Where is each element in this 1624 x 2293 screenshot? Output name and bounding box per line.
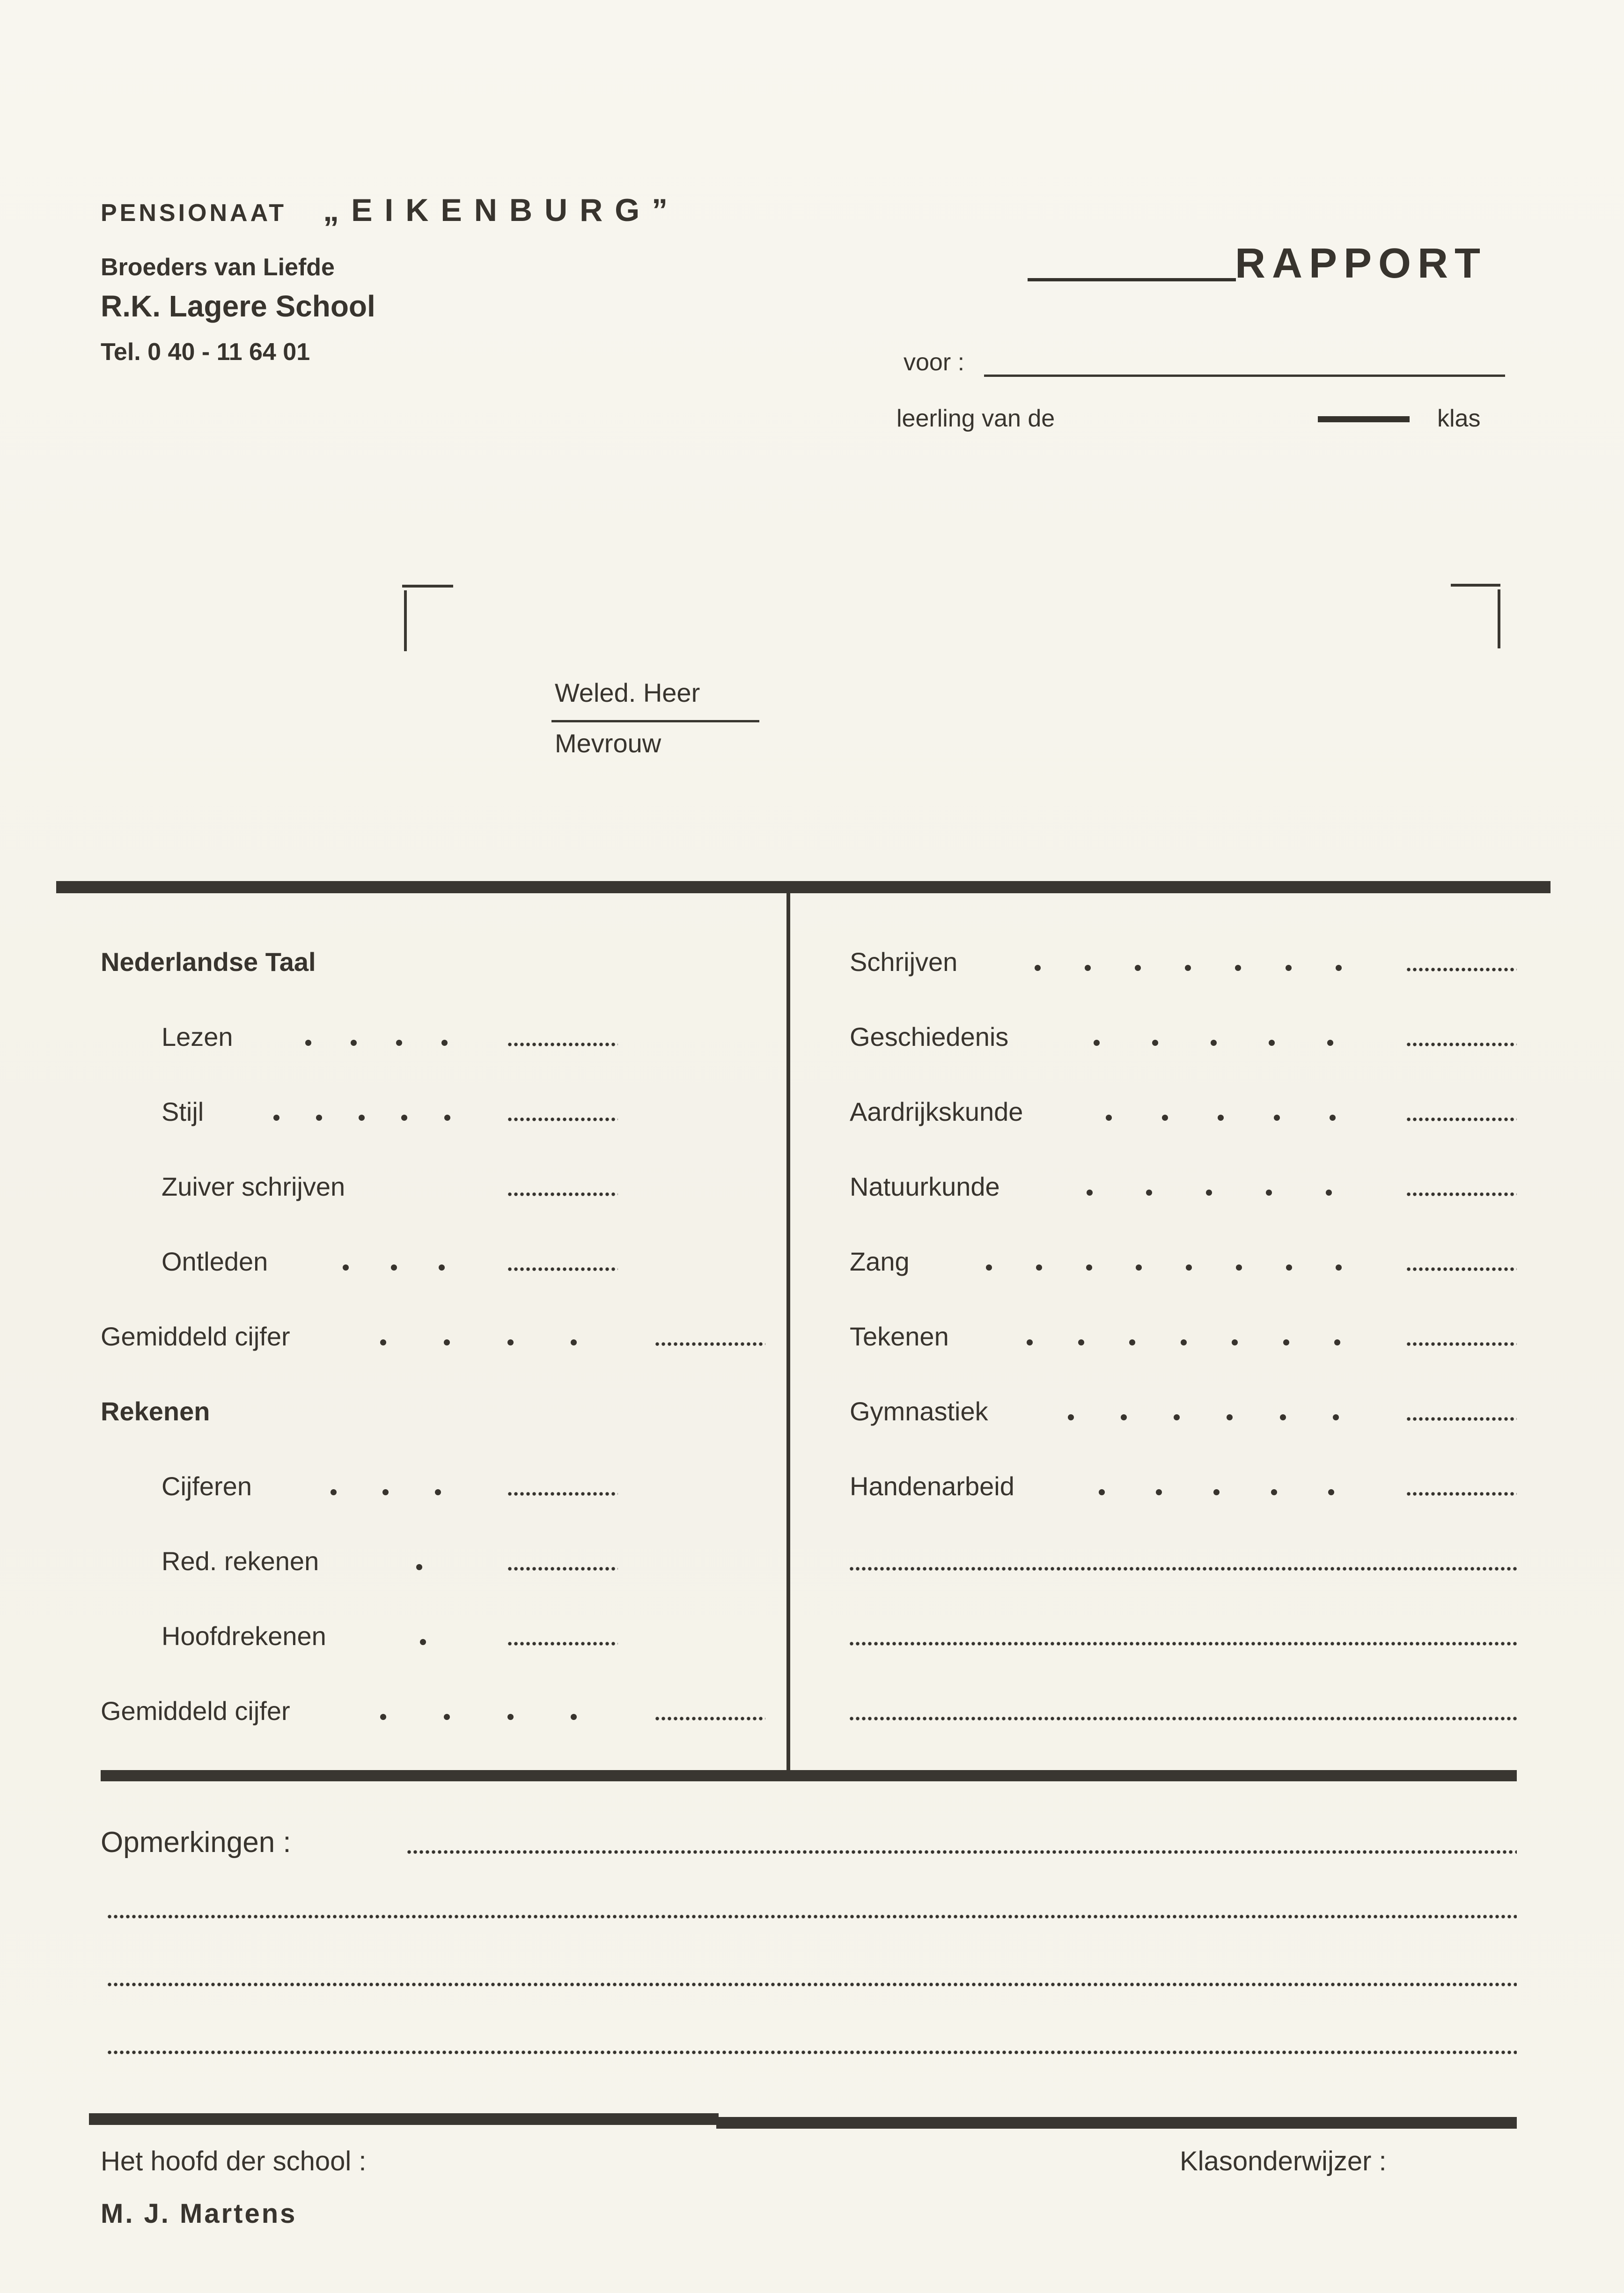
grade-row bbox=[850, 925, 1517, 1000]
letterhead bbox=[101, 194, 680, 226]
leader-dot bbox=[1085, 965, 1091, 971]
address-corner-left-side bbox=[404, 590, 407, 651]
grades-bottom-rule bbox=[101, 1770, 1517, 1781]
leader-dot bbox=[507, 1339, 514, 1345]
grade-row bbox=[101, 1074, 618, 1149]
klas-label: klas bbox=[1437, 405, 1481, 432]
grade-blank-field bbox=[508, 1566, 618, 1572]
grade-subject-label: Gemiddeld cijfer bbox=[101, 1696, 290, 1726]
leader-dot bbox=[1334, 1339, 1340, 1345]
dot-leader bbox=[252, 1484, 508, 1490]
leader-dot bbox=[1280, 1414, 1286, 1420]
grade-subject-label: Ontleden bbox=[162, 1247, 268, 1276]
leader-dot bbox=[1035, 965, 1041, 971]
leader-dot bbox=[396, 1040, 402, 1046]
grade-subject-label: Lezen bbox=[162, 1022, 233, 1051]
leader-dot bbox=[1286, 1264, 1292, 1271]
leader-dot bbox=[441, 1040, 448, 1046]
leader-dot bbox=[1121, 1414, 1127, 1420]
leader-dot bbox=[401, 1115, 407, 1121]
leader-dot bbox=[359, 1115, 365, 1121]
grade-subject-label: Gemiddeld cijfer bbox=[101, 1322, 290, 1351]
grade-row bbox=[101, 1374, 765, 1449]
leader-dot bbox=[1146, 1190, 1152, 1196]
leader-dot bbox=[1068, 1414, 1074, 1420]
footer-rule-right bbox=[716, 2117, 1517, 2129]
salutation-line2: Mevrouw bbox=[555, 728, 661, 758]
grade-subject-label: Aardrijkskunde bbox=[850, 1097, 1023, 1126]
leader-dot bbox=[331, 1489, 337, 1495]
institution-name: „EIKENBURG” bbox=[323, 192, 680, 228]
grade-blank-field bbox=[1407, 1117, 1517, 1122]
leader-dot bbox=[439, 1264, 445, 1271]
grade-row bbox=[850, 1449, 1517, 1524]
leader-dot bbox=[986, 1264, 992, 1271]
grade-blank-field bbox=[508, 1641, 618, 1646]
leader-dot bbox=[343, 1264, 349, 1271]
leerling-label: leerling van de bbox=[897, 405, 1055, 432]
grade-row bbox=[850, 1374, 1517, 1449]
rapport-underline bbox=[1028, 278, 1236, 281]
leader-dot bbox=[1186, 1264, 1192, 1271]
dot-leader bbox=[988, 1409, 1407, 1415]
grade-subject-label: Handenarbeid bbox=[850, 1471, 1014, 1501]
voor-label: voor : bbox=[904, 349, 965, 376]
grades-left-column bbox=[101, 925, 765, 1749]
class-teacher-label: Klasonderwijzer : bbox=[1180, 2146, 1387, 2176]
leader-dot bbox=[1336, 1264, 1342, 1271]
dot-leader bbox=[204, 1109, 508, 1115]
leader-dot bbox=[571, 1339, 577, 1345]
dot-leader bbox=[268, 1259, 508, 1265]
dot-leader bbox=[233, 1034, 508, 1040]
grade-subject-label: Stijl bbox=[162, 1097, 204, 1126]
grade-section-header: Rekenen bbox=[101, 1396, 210, 1426]
grade-blank-field bbox=[508, 1117, 618, 1122]
grade-row bbox=[850, 1000, 1517, 1074]
grade-section-header: Nederlandse Taal bbox=[101, 947, 316, 977]
grade-row bbox=[850, 1299, 1517, 1374]
leader-dot bbox=[435, 1489, 441, 1495]
footer-rule-left bbox=[89, 2113, 719, 2125]
leader-dot bbox=[1106, 1115, 1112, 1121]
dot-leader bbox=[1023, 1109, 1407, 1115]
dot-leader bbox=[326, 1633, 508, 1639]
grade-blank-line bbox=[850, 1566, 1517, 1572]
leader-dot bbox=[1156, 1489, 1162, 1495]
grade-blank-field bbox=[1407, 967, 1517, 972]
grade-blank-field bbox=[655, 1716, 765, 1721]
leader-dot bbox=[1094, 1040, 1100, 1046]
grade-subject-label: Zang bbox=[850, 1247, 910, 1276]
remarks-extra-lines bbox=[108, 1914, 1517, 2117]
report-title: RAPPORT bbox=[1235, 240, 1487, 287]
grade-blank-field bbox=[655, 1341, 765, 1347]
remarks-label: Opmerkingen : bbox=[101, 1826, 291, 1859]
leader-dot bbox=[1336, 965, 1342, 971]
leader-dot bbox=[1232, 1339, 1238, 1345]
leader-dot bbox=[1218, 1115, 1224, 1121]
grade-blank-field bbox=[508, 1266, 618, 1272]
grade-subject-label: Zuiver schrijven bbox=[162, 1172, 345, 1201]
leader-dot bbox=[1152, 1040, 1158, 1046]
grade-subject-label: Gymnastiek bbox=[850, 1396, 988, 1426]
leader-dot bbox=[1235, 965, 1241, 971]
grade-blank-field bbox=[1407, 1042, 1517, 1047]
phone-line: Tel. 0 40 - 11 64 01 bbox=[101, 338, 310, 366]
grade-row bbox=[850, 1524, 1517, 1599]
leader-dot bbox=[1086, 1264, 1092, 1271]
grades-right-column bbox=[850, 925, 1517, 1749]
leader-dot bbox=[305, 1040, 311, 1046]
class-blank bbox=[1318, 416, 1410, 422]
school-type-line: R.K. Lagere School bbox=[101, 289, 375, 323]
leader-dot bbox=[1211, 1040, 1217, 1046]
dot-leader bbox=[1008, 1034, 1407, 1040]
grade-blank-field bbox=[1407, 1491, 1517, 1497]
grade-row bbox=[101, 1449, 618, 1524]
grade-blank-field bbox=[508, 1191, 618, 1197]
grade-blank-field bbox=[1407, 1416, 1517, 1422]
grade-row bbox=[101, 1149, 618, 1224]
leader-dot bbox=[1087, 1190, 1093, 1196]
congregation-line: Broeders van Liefde bbox=[101, 254, 335, 281]
grade-row bbox=[101, 925, 765, 1000]
leader-dot bbox=[444, 1714, 450, 1720]
leader-dot bbox=[1213, 1489, 1220, 1495]
dot-leader bbox=[957, 959, 1407, 965]
leader-dot bbox=[1236, 1264, 1242, 1271]
remarks-blank-line bbox=[108, 2050, 1517, 2055]
grade-blank-field bbox=[1407, 1266, 1517, 1272]
leader-dot bbox=[444, 1339, 450, 1345]
dot-leader bbox=[290, 1334, 655, 1340]
grade-subject-label: Natuurkunde bbox=[850, 1172, 1000, 1201]
leader-dot bbox=[1328, 1489, 1334, 1495]
dot-leader bbox=[319, 1558, 508, 1565]
dot-leader bbox=[910, 1259, 1407, 1265]
grades-top-rule bbox=[56, 881, 1551, 893]
leader-dot bbox=[380, 1339, 386, 1345]
grade-blank-field bbox=[508, 1491, 618, 1497]
leader-dot bbox=[1027, 1339, 1033, 1345]
grade-blank-field bbox=[508, 1042, 618, 1047]
leader-dot bbox=[351, 1040, 357, 1046]
dot-leader bbox=[1000, 1184, 1407, 1190]
grade-row bbox=[101, 1599, 618, 1674]
grade-row bbox=[101, 1224, 618, 1299]
leader-dot bbox=[1330, 1115, 1336, 1121]
leader-dot bbox=[444, 1115, 450, 1121]
leader-dot bbox=[382, 1489, 389, 1495]
address-corner-left-top bbox=[402, 585, 453, 588]
dot-leader bbox=[290, 1708, 655, 1714]
grade-subject-label: Red. rekenen bbox=[162, 1546, 319, 1576]
grade-row bbox=[850, 1674, 1517, 1749]
leader-dot bbox=[1185, 965, 1191, 971]
salutation-underline bbox=[551, 720, 759, 722]
leader-dot bbox=[1129, 1339, 1135, 1345]
remarks-blank-line bbox=[108, 1914, 1517, 1919]
leader-dot bbox=[1099, 1489, 1105, 1495]
leader-dot bbox=[1206, 1190, 1212, 1196]
leader-dot bbox=[1162, 1115, 1168, 1121]
leader-dot bbox=[1327, 1040, 1333, 1046]
grade-blank-field bbox=[1407, 1191, 1517, 1197]
grade-row bbox=[101, 1524, 618, 1599]
leader-dot bbox=[1227, 1414, 1233, 1420]
leader-dot bbox=[1135, 965, 1141, 971]
grade-row bbox=[101, 1299, 765, 1374]
leader-dot bbox=[1286, 965, 1292, 971]
grade-row bbox=[101, 1000, 618, 1074]
grade-subject-label: Tekenen bbox=[850, 1322, 949, 1351]
leader-dot bbox=[1269, 1040, 1275, 1046]
salutation-line1: Weled. Heer bbox=[555, 678, 700, 707]
grade-subject-label: Hoofdrekenen bbox=[162, 1621, 326, 1651]
leader-dot bbox=[1283, 1339, 1289, 1345]
leader-dot bbox=[420, 1639, 426, 1645]
grade-row bbox=[101, 1674, 765, 1749]
leader-dot bbox=[1274, 1115, 1280, 1121]
grade-blank-line bbox=[850, 1641, 1517, 1646]
leader-dot bbox=[391, 1264, 397, 1271]
grade-blank-field bbox=[1407, 1341, 1517, 1347]
dot-leader bbox=[949, 1334, 1407, 1340]
head-of-school-name: M. J. Martens bbox=[101, 2198, 297, 2229]
leader-dot bbox=[1036, 1264, 1042, 1271]
leader-dot bbox=[316, 1115, 322, 1121]
dot-leader bbox=[1014, 1484, 1407, 1490]
grade-subject-label: Schrijven bbox=[850, 947, 958, 977]
leader-dot bbox=[273, 1115, 279, 1121]
head-of-school-label: Het hoofd der school : bbox=[101, 2146, 367, 2176]
leader-dot bbox=[380, 1714, 386, 1720]
column-divider bbox=[786, 893, 790, 1774]
grade-row bbox=[850, 1074, 1517, 1149]
leader-dot bbox=[1078, 1339, 1084, 1345]
grade-row bbox=[850, 1149, 1517, 1224]
leader-dot bbox=[1333, 1414, 1339, 1420]
leader-dot bbox=[1181, 1339, 1187, 1345]
grade-row bbox=[850, 1599, 1517, 1674]
leader-dot bbox=[1271, 1489, 1277, 1495]
address-corner-right-side bbox=[1498, 589, 1500, 648]
grade-blank-line bbox=[850, 1716, 1517, 1721]
grade-row bbox=[850, 1224, 1517, 1299]
leader-dot bbox=[1174, 1414, 1180, 1420]
institution-prefix: PENSIONAAT bbox=[101, 199, 287, 227]
leader-dot bbox=[1136, 1264, 1142, 1271]
remarks-blank-line bbox=[407, 1849, 1517, 1855]
grade-subject-label: Geschiedenis bbox=[850, 1022, 1009, 1051]
remarks-blank-line bbox=[108, 1982, 1517, 1987]
leader-dot bbox=[507, 1714, 514, 1720]
address-corner-right-top bbox=[1451, 584, 1500, 587]
grade-subject-label: Cijferen bbox=[162, 1471, 252, 1501]
student-name-blank bbox=[984, 375, 1505, 377]
leader-dot bbox=[1326, 1190, 1332, 1196]
leader-dot bbox=[571, 1714, 577, 1720]
leader-dot bbox=[1266, 1190, 1272, 1196]
leader-dot bbox=[416, 1564, 422, 1570]
